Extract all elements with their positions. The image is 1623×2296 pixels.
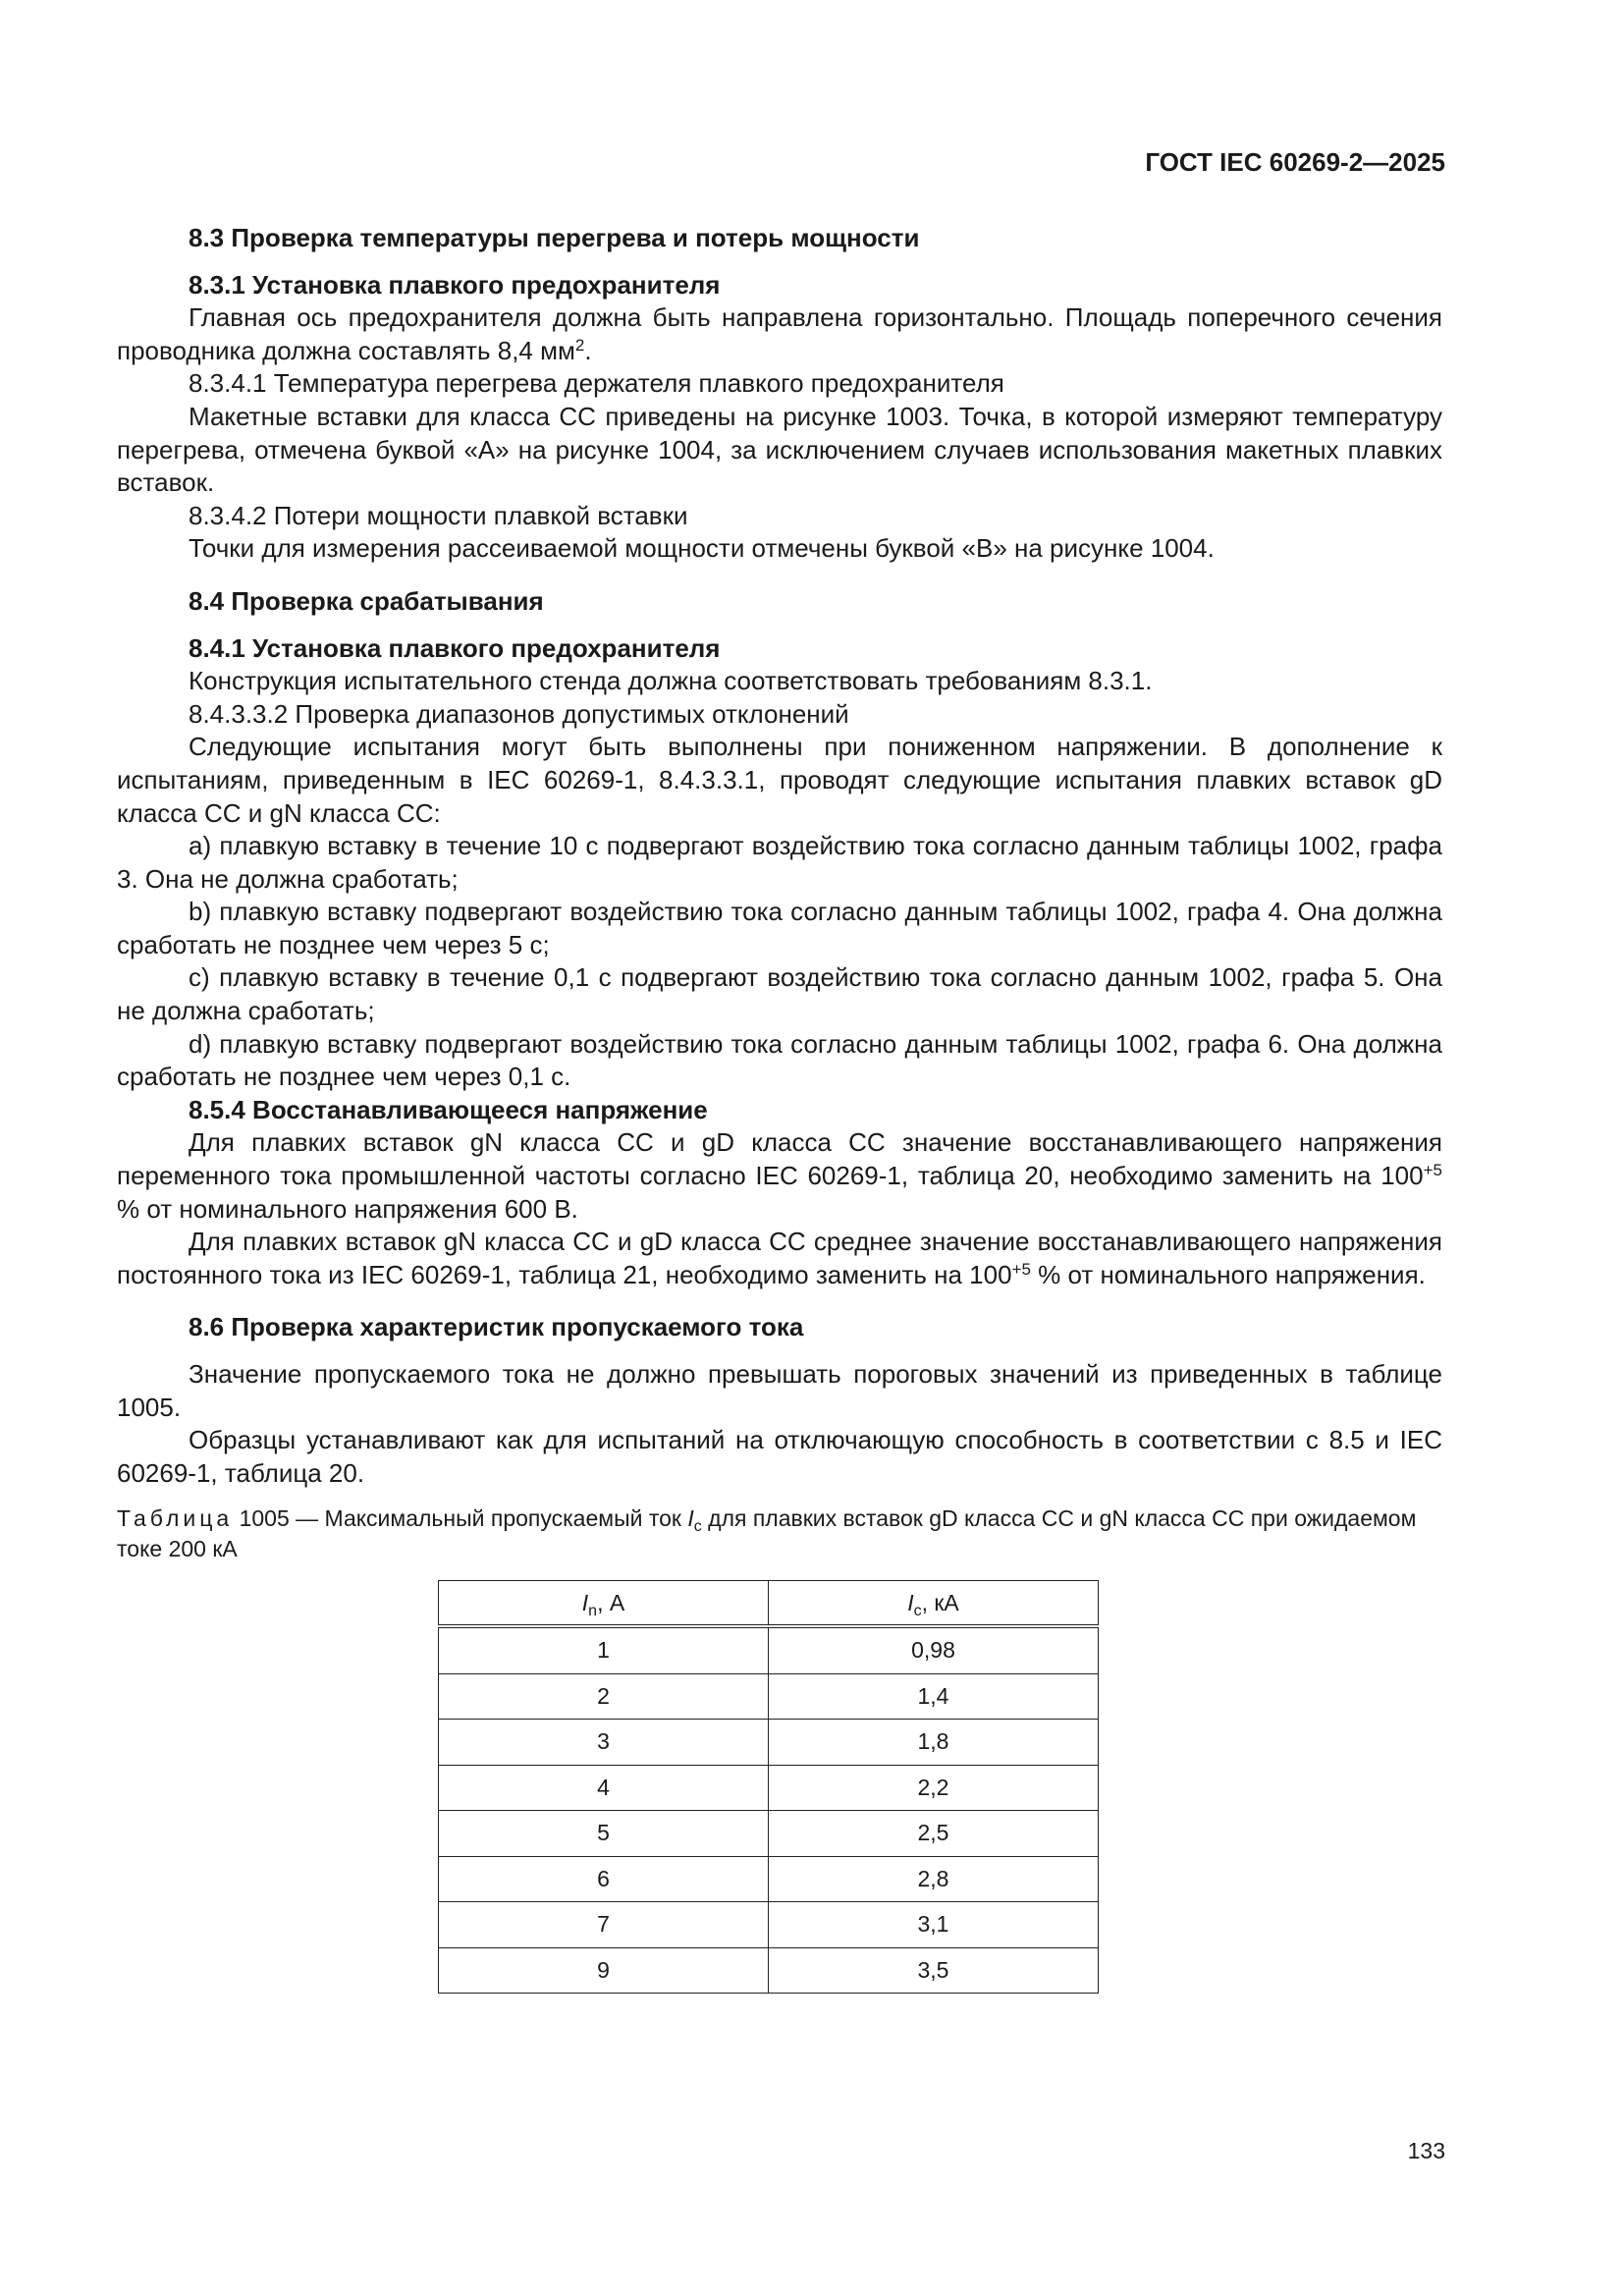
section-heading-8-6: 8.6 Проверка характеристик пропускаемого тока (189, 1312, 804, 1342)
section-heading-8-3: 8.3 Проверка температуры перегрева и потерь мощности (189, 223, 920, 252)
table-cell: 2,2 (769, 1765, 1099, 1811)
subsection-heading-8-3-1: 8.3.1 Установка плавкого предохранителя (189, 269, 721, 300)
paragraph: Значение пропускаемого тока не должно превышать пороговых значений из приведенных в таблице 1005. (117, 1359, 1442, 1422)
table-cell: 7 (439, 1902, 769, 1948)
column-header-cutoff-current: $I_c$, кА (769, 1581, 1099, 1627)
table-header-row (439, 1581, 1099, 1627)
table-row (439, 1626, 1099, 1673)
list-item: c) плавкую вставку в течение 0,1 с подвергают воздействию тока согласно данным 1002, графа 5. Она не должна сработать; (117, 962, 1442, 1026)
fuse-current-table (438, 1580, 1099, 1994)
document-header: ГОСТ IEC 60269-2—2025 (1145, 147, 1445, 177)
paragraph: Точки для измерения рассеиваемой мощности отмечены буквой «В» на рисунке 1004. (189, 533, 1215, 564)
table-cell: 6 (439, 1856, 769, 1902)
table-cell: 9 (439, 1947, 769, 1994)
table-row (439, 1673, 1099, 1720)
paragraph: 8.3.4.2 Потери мощности плавкой вставки (189, 500, 688, 530)
list-item: b) плавкую вставку подвергают воздействию тока согласно данным таблицы 1002, графа 4. Она должна сработать не позднее чем через 5 с; (117, 897, 1442, 959)
paragraph: Для плавких вставок gN класса CC и gD класса CC среднее значение восстанавливающего напряжения постоянного тока из IEC 60269-1, таблица 21, необходимо заменить на $100^{+5}$ % от номинального напряжения. (117, 1227, 1442, 1289)
list-item: a) плавкую вставку в течение 10 с подвергают воздействию тока согласно данным таблицы 1002, графа 3. Она не должна сработать; (117, 831, 1442, 894)
table-caption: Таблица 1005 — Максимальный пропускаемый ток $I_c$ для плавких вставок gD класса CC и gN класса CC при ожидаемом токе 200 кА (117, 1505, 1417, 1562)
table-cell: 2,5 (769, 1811, 1099, 1857)
paragraph: Образцы устанавливают как для испытаний на отключающую способность в соответствии с 8.5 и IEC 60269-1, таблица 20. (117, 1425, 1442, 1488)
table-cell: 1,4 (769, 1673, 1099, 1720)
subsection-heading-8-5-4: 8.5.4 Восстанавливающееся напряжение (189, 1094, 708, 1124)
paragraph: Главная ось предохранителя должна быть направлена горизонтально. Площадь поперечного сечения проводника должна составлять 8,4 $мм^2$. (117, 302, 1442, 365)
table-cell: 2,8 (769, 1856, 1099, 1902)
subsection-heading-8-4-1: 8.4.1 Установка плавкого предохранителя (189, 632, 721, 663)
section-heading-8-4: 8.4 Проверка срабатывания (189, 585, 544, 616)
paragraph: 8.4.3.3.2 Проверка диапазонов допустимых отклонений (189, 698, 849, 729)
table-row (439, 1947, 1099, 1994)
paragraph: Макетные вставки для класса CC приведены на рисунке 1003. Точка, в которой измеряют температуру перегрева, отмечена буквой «А» на рисунке 1004, за исключением случаев использования макетных плавких вставок. (117, 401, 1442, 498)
paragraph: Для плавких вставок gN класса CC и gD класса CC значение восстанавливающего напряжения переменного тока промышленной частоты согласно IEC 60269-1, таблица 20, необходимо заменить на $100^{+5}$ % от номинального напряжения 600 В. (117, 1127, 1442, 1224)
table-cell: 1 (439, 1626, 769, 1673)
table-row (439, 1720, 1099, 1766)
table-cell: 3,5 (769, 1947, 1099, 1994)
table-cell: 2 (439, 1673, 769, 1720)
table-cell: 0,98 (769, 1626, 1099, 1673)
paragraph: Следующие испытания могут быть выполнены при пониженном напряжении. В дополнение к испытаниям, приведенным в IEC 60269-1, 8.4.3.3.1, проводят следующие испытания плавких вставок gD класса CC и gN класса CC: (117, 732, 1442, 828)
column-header-rated-current: $I_n$, А (439, 1581, 769, 1627)
table-row (439, 1856, 1099, 1902)
paragraph: Конструкция испытательного стенда должна соответствовать требованиям 8.3.1. (189, 666, 1153, 696)
list-item: d) плавкую вставку подвергают воздействию тока согласно данным таблицы 1002, графа 6. Она должна сработать не позднее чем через 0,1 с. (117, 1028, 1442, 1092)
table-row (439, 1902, 1099, 1948)
document-body (117, 222, 1442, 1994)
table-row (439, 1765, 1099, 1811)
table-cell: 3 (439, 1720, 769, 1766)
paragraph: 8.3.4.1 Температура перегрева держателя плавкого предохранителя (189, 368, 1004, 399)
table-cell: 4 (439, 1765, 769, 1811)
table-row (439, 1811, 1099, 1857)
page-number: 133 (1407, 2138, 1445, 2163)
table-cell: 1,8 (769, 1720, 1099, 1766)
table-cell: 3,1 (769, 1902, 1099, 1948)
table-cell: 5 (439, 1811, 769, 1857)
